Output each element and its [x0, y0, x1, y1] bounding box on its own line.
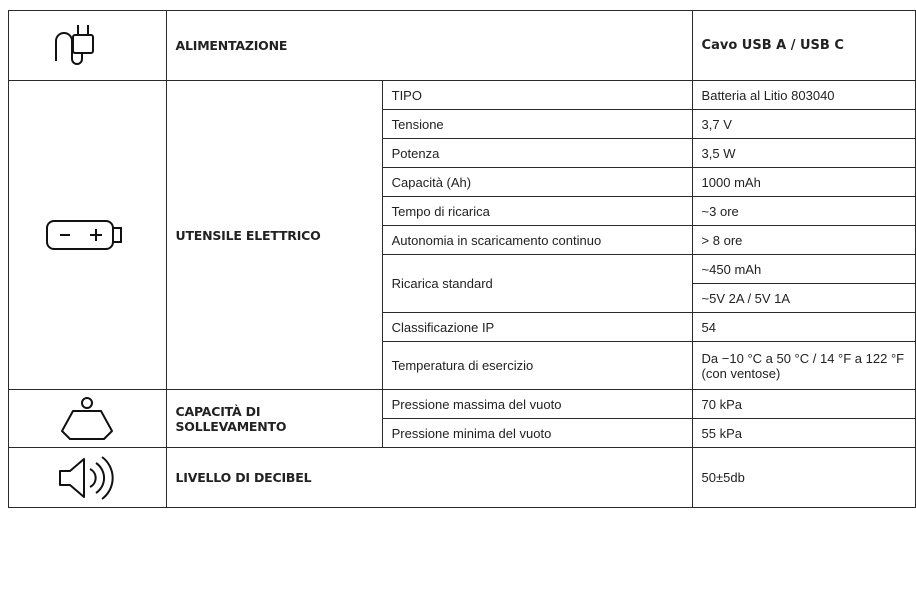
spec-value: > 8 ore — [692, 226, 915, 255]
spec-value: ~5V 2A / 5V 1A — [692, 284, 915, 313]
spec-row — [9, 81, 916, 110]
weight-icon — [57, 395, 117, 443]
spec-value: 54 — [692, 313, 915, 342]
spec-name: Pressione massima del vuoto — [382, 390, 692, 419]
spec-value: 70 kPa — [692, 390, 915, 419]
spec-value: 55 kPa — [692, 419, 915, 448]
plug-icon-cell — [9, 11, 167, 81]
spec-row — [9, 390, 916, 419]
spec-value: 3,7 V — [692, 110, 915, 139]
spec-value: Batteria al Litio 803040 — [692, 81, 915, 110]
spec-name: TIPO — [382, 81, 692, 110]
battery-icon — [42, 215, 132, 255]
spec-value: 3,5 W — [692, 139, 915, 168]
spec-value: 1000 mAh — [692, 168, 915, 197]
lifting-label: CAPACITÀ DI SOLLEVAMENTO — [166, 390, 382, 448]
spec-name: Ricarica standard — [382, 255, 692, 313]
spec-name: Capacità (Ah) — [382, 168, 692, 197]
battery-icon-cell — [9, 81, 167, 390]
noise-row — [9, 448, 916, 508]
spec-name: Potenza — [382, 139, 692, 168]
spec-name: Tensione — [382, 110, 692, 139]
power-row — [9, 11, 916, 81]
power-value: Cavo USB A / USB C — [692, 11, 915, 81]
spec-name: Temperatura di esercizio — [382, 342, 692, 390]
spec-name: Autonomia in scaricamento continuo — [382, 226, 692, 255]
spec-name: Pressione minima del vuoto — [382, 419, 692, 448]
spec-value: ~450 mAh — [692, 255, 915, 284]
tool-label: UTENSILE ELETTRICO — [166, 81, 382, 390]
speaker-icon-cell — [9, 448, 167, 508]
power-label: ALIMENTAZIONE — [166, 11, 692, 81]
speaker-icon — [52, 455, 122, 501]
noise-value: 50±5db — [692, 448, 915, 508]
spec-value: ~3 ore — [692, 197, 915, 226]
spec-table — [8, 10, 916, 508]
plug-icon — [52, 21, 122, 71]
spec-name: Classificazione IP — [382, 313, 692, 342]
spec-name: Tempo di ricarica — [382, 197, 692, 226]
spec-value: Da −10 °C a 50 °C / 14 °F a 122 °F (con ventose) — [692, 342, 915, 390]
weight-icon-cell — [9, 390, 167, 448]
noise-label: LIVELLO DI DECIBEL — [166, 448, 692, 508]
